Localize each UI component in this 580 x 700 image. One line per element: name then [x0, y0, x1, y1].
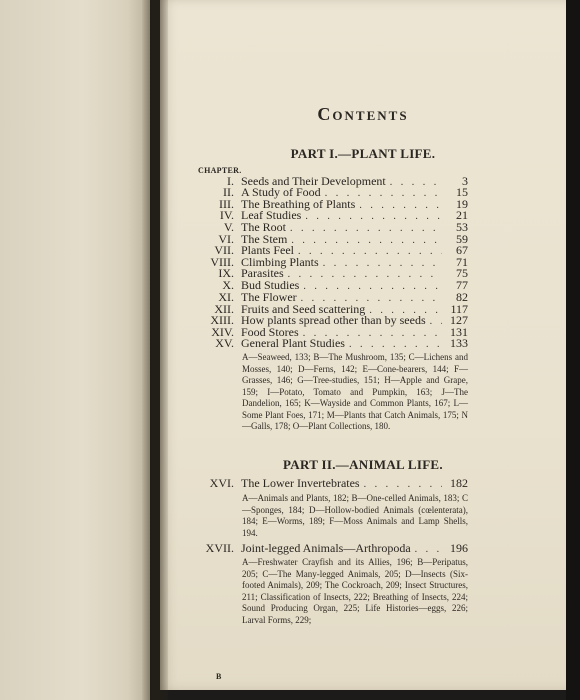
chapter-title: The Root [241, 220, 286, 234]
chapter-title: Climbing Plants [241, 255, 319, 269]
toc-row-x [196, 279, 468, 291]
page-number: 71 [456, 255, 468, 269]
toc-row-xvi [196, 477, 468, 489]
page-number: 131 [450, 325, 468, 339]
chapter-number: I. [227, 174, 234, 188]
chapter-title: The Lower Invertebrates [241, 476, 360, 490]
page-number: 59 [456, 232, 468, 246]
chapter-number: IX. [218, 266, 234, 280]
chapter-number: X. [222, 278, 234, 292]
subtopics-xvi: A—Animals and Plants, 182; B—One-celled Animals, 183; C—Sponges, 184; D—Hollow-bodied Animals (cœlenterata), 184; E—Worms, 189; F—Moss Animals and Lamp Shells, 194. [242, 493, 468, 538]
chapter-column-label: CHAPTER. [198, 166, 242, 175]
chapter-number: VI. [218, 232, 234, 246]
toc-row-iv [196, 209, 468, 221]
page-number: 19 [456, 197, 468, 211]
chapter-number: II. [223, 185, 234, 199]
page-number: 196 [450, 541, 468, 555]
page-number: 117 [450, 302, 468, 316]
chapter-title: The Flower [241, 290, 297, 304]
signature-mark: B [216, 672, 222, 681]
page-number: 82 [456, 290, 468, 304]
part-1-heading: PART I.—PLANT LIFE. [290, 146, 436, 161]
chapter-title: How plants spread other than by seeds [241, 313, 426, 327]
chapter-number: XV. [215, 336, 234, 350]
toc-row-xv [196, 337, 468, 349]
page-edge-shadow [566, 0, 580, 700]
chapter-number: XIII. [210, 313, 234, 327]
chapter-title: Fruits and Seed scattering [241, 302, 366, 316]
dot-leader [349, 339, 442, 351]
chapter-number: VII. [214, 243, 234, 257]
toc-row-vii [196, 244, 468, 256]
chapter-number: VIII. [210, 255, 234, 269]
subtopics-xv: A—Seaweed, 133; B—The Mushroom, 135; C—Lichens and Mosses, 140; D—Ferns, 142; E—Cone-bearers, 144; F—Grasses, 146; G—Tree-studies, 151; H—Apple and Grape, 159; I—Potato, Tomato and Pumpkin, 163; J—The Dandelion, 165; K—Wayside and Common Plants, 167; L—Some Plant Foes, 171; M—Plants that Catch Animals, 175; N—Galls, 178; O—Plant Collections, 180. [242, 352, 468, 431]
chapter-number: XIV. [211, 325, 234, 339]
chapter-title: The Stem [241, 232, 288, 246]
chapter-title: Leaf Studies [241, 208, 302, 222]
page-number: 182 [450, 476, 468, 490]
page-number: 133 [450, 336, 468, 350]
chapter-number: XVI. [209, 476, 234, 490]
page-number: 21 [456, 208, 468, 222]
chapter-title: Bud Studies [241, 278, 300, 292]
chapter-title: General Plant Studies [241, 336, 345, 350]
page-number: 127 [450, 313, 468, 327]
chapter-title: Seeds and Their Development [241, 174, 386, 188]
chapter-title: Joint-legged Animals—Arthropoda [241, 541, 411, 555]
chapter-title: Food Stores [241, 325, 299, 339]
toc-row-xvii [196, 542, 468, 554]
chapter-title: A Study of Food [241, 185, 321, 199]
part-2-heading: PART II.—ANIMAL LIFE. [283, 457, 443, 472]
chapter-number: IV. [219, 208, 234, 222]
toc-row-ix [196, 267, 468, 279]
page-number: 67 [456, 243, 468, 257]
chapter-number: III. [219, 197, 234, 211]
chapter-number: XI. [218, 290, 234, 304]
page-number: 15 [456, 185, 468, 199]
page-number: 75 [456, 266, 468, 280]
left-page [0, 0, 150, 700]
page-number: 53 [456, 220, 468, 234]
chapter-title: The Breathing of Plants [241, 197, 356, 211]
chapter-number: V. [223, 220, 234, 234]
page-number: 77 [456, 278, 468, 292]
subtopics-xvii: A—Freshwater Crayfish and its Allies, 196; B—Peripatus, 205; C—The Many-legged Animals, 205; D—Insects (Six-footed Animals), 209; The Cockroach, 209; Insect Structures, 211; Classification of Insects, 222; Breathing of Insects, 224; Sound Producing Organ, 225; Life Histories—eggs, 226; Larval Forms, 229; [242, 557, 468, 625]
dot-leader [364, 479, 442, 491]
page-number: 3 [462, 174, 468, 188]
toc-row-v [196, 221, 468, 233]
contents-title: Contents [317, 104, 409, 124]
toc-row-xiii [196, 314, 468, 326]
chapter-title: Plants Feel [241, 243, 294, 257]
chapter-title: Parasites [241, 266, 284, 280]
chapter-number: XII. [214, 302, 234, 316]
chapter-number: XVII. [205, 541, 234, 555]
dot-leader [415, 544, 442, 556]
